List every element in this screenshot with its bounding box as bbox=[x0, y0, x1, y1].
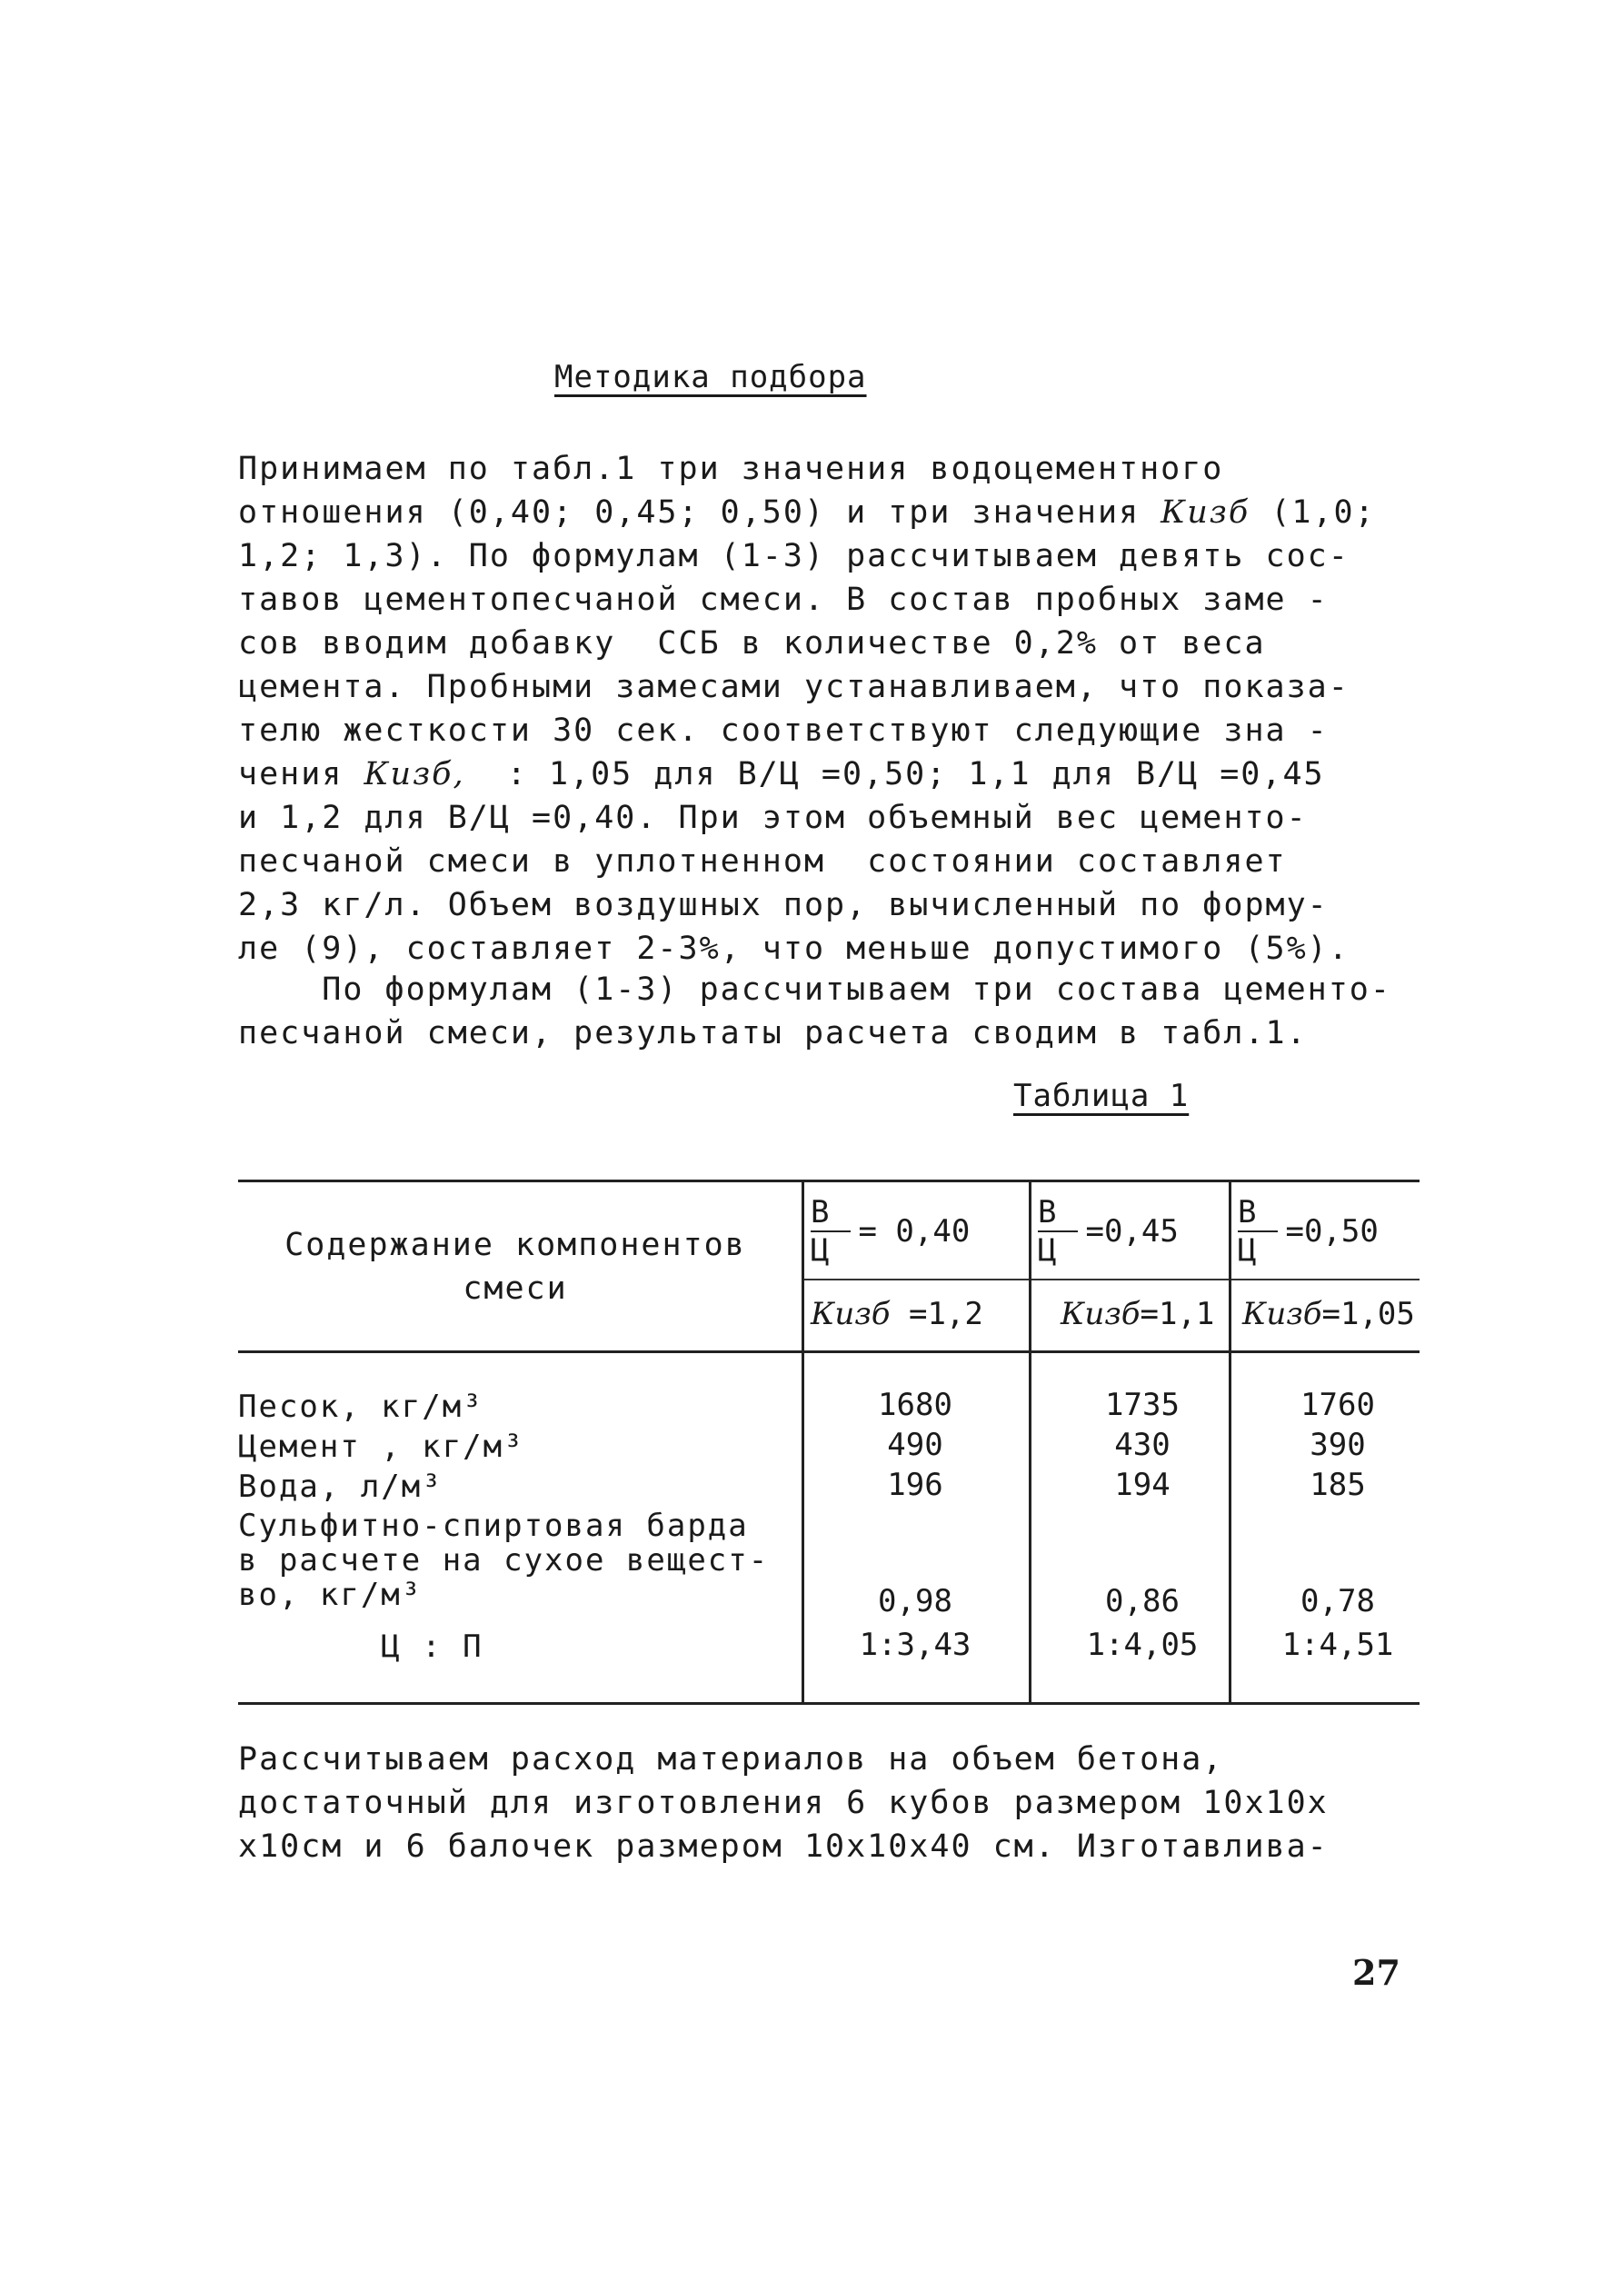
column-divider bbox=[1029, 1180, 1031, 1705]
intro-line: отношения (0,40; 0,45; 0,50) и три значения Кизб (1,0; bbox=[238, 494, 1376, 531]
cell-value: 0,86 bbox=[1105, 1583, 1180, 1619]
wc-fraction: $\frac{В}{Ц}$ bbox=[811, 1194, 851, 1269]
wc-ratio-header: $\frac{В}{Ц}$ =0,50 bbox=[1238, 1194, 1379, 1269]
cell-value: 0,78 bbox=[1300, 1583, 1375, 1619]
column-divider bbox=[802, 1180, 804, 1705]
row-label-ratio: Ц : П bbox=[238, 1629, 483, 1665]
components-header: Содержание компонентов смеси bbox=[284, 1227, 746, 1307]
intro-line: 2,3 кг/л. Объем воздушных пор, вычисленный по форму- bbox=[238, 887, 1329, 923]
page-number: 27 bbox=[1352, 1952, 1400, 1993]
cell-value: 1735 bbox=[1105, 1387, 1180, 1423]
intro-line: тавов цементопесчаной смеси. В состав пробных заме - bbox=[238, 582, 1329, 618]
intro-line: песчаной смеси в уплотненном состоянии составляет bbox=[238, 843, 1287, 880]
cell-value: 430 bbox=[1114, 1427, 1171, 1463]
outro-line: достаточный для изготовления 6 кубов размером 10х10х bbox=[238, 1785, 1329, 1821]
wc-fraction: $\frac{В}{Ц}$ bbox=[1238, 1194, 1278, 1269]
cell-value: 1:3,43 bbox=[859, 1627, 971, 1663]
header-bottom-rule bbox=[238, 1350, 1420, 1353]
wc-fraction: $\frac{В}{Ц}$ bbox=[1038, 1194, 1078, 1269]
k-izb-symbol: Кизб bbox=[1161, 494, 1250, 531]
intro-line: 1,2; 1,3). По формулам (1-3) рассчитываем девять сос- bbox=[238, 538, 1350, 574]
intro-line: телю жесткости 30 сек. соответствуют следующие зна - bbox=[238, 712, 1329, 749]
table-top-rule bbox=[238, 1180, 1420, 1182]
cell-value: 185 bbox=[1310, 1467, 1366, 1503]
cell-value: 196 bbox=[887, 1467, 943, 1503]
row-label-sand: Песок, кг/м³ bbox=[238, 1389, 483, 1425]
cell-value: 390 bbox=[1310, 1427, 1366, 1463]
outro-line: Рассчитываем расход материалов на объем бетона, bbox=[238, 1741, 1224, 1778]
para2-line: По формулам (1-3) рассчитываем три состава цементо- bbox=[238, 971, 1391, 1008]
wc-ratio-header: $\frac{В}{Ц}$ =0,45 bbox=[1038, 1194, 1179, 1269]
row-label-water: Вода, л/м³ bbox=[238, 1469, 443, 1505]
k-izb-symbol: Кизб, bbox=[364, 756, 465, 792]
cell-value: 194 bbox=[1114, 1467, 1171, 1503]
row-label-cement: Цемент , кг/м³ bbox=[238, 1429, 524, 1465]
intro-line: и 1,2 для В/Ц =0,40. При этом объемный вес цементо- bbox=[238, 800, 1308, 836]
second-paragraph bbox=[238, 968, 1447, 1055]
intro-line: цемента. Пробными замесами устанавливаем, что показа- bbox=[238, 669, 1350, 705]
mix-table bbox=[238, 1180, 1420, 1705]
cell-value: 490 bbox=[887, 1427, 943, 1463]
intro-paragraph bbox=[238, 447, 1447, 971]
para2-line: песчаной смеси, результаты расчета сводим в табл.1. bbox=[238, 1015, 1308, 1051]
outro-line: х10см и 6 балочек размером 10х10х40 см. Изготавлива- bbox=[238, 1828, 1329, 1865]
header-divider bbox=[802, 1279, 1420, 1280]
section-heading: Методика подбора bbox=[554, 359, 867, 395]
cell-value: 1:4,51 bbox=[1281, 1627, 1394, 1663]
k-izb-header: Кизб=1,05 bbox=[1242, 1296, 1415, 1332]
closing-paragraph bbox=[238, 1738, 1447, 1868]
intro-line: ле (9), составляет 2-3%, что меньше допустимого (5%). bbox=[238, 931, 1350, 967]
row-label-ssb: Сульфитно-спиртовая барда в расчете на сухое вещест- во, кг/м³ bbox=[238, 1508, 770, 1613]
intro-line: чения Кизб, : 1,05 для В/Ц =0,50; 1,1 для В/Ц =0,45 bbox=[238, 756, 1325, 792]
wc-ratio-header: $\frac{В}{Ц}$ = 0,40 bbox=[811, 1194, 971, 1269]
cell-value: 1:4,05 bbox=[1086, 1627, 1199, 1663]
cell-value: 1680 bbox=[878, 1387, 952, 1423]
table-caption: Таблица 1 bbox=[1013, 1078, 1190, 1114]
table-bottom-rule bbox=[238, 1702, 1420, 1705]
k-izb-header: Кизб=1,1 bbox=[1061, 1296, 1215, 1332]
cell-value: 0,98 bbox=[878, 1583, 952, 1619]
cell-value: 1760 bbox=[1300, 1387, 1375, 1423]
intro-line: Принимаем по табл.1 три значения водоцементного bbox=[238, 451, 1224, 487]
k-izb-header: Кизб =1,2 bbox=[811, 1296, 983, 1332]
intro-line: сов вводим добавку ССБ в количестве 0,2% от веса bbox=[238, 625, 1266, 662]
